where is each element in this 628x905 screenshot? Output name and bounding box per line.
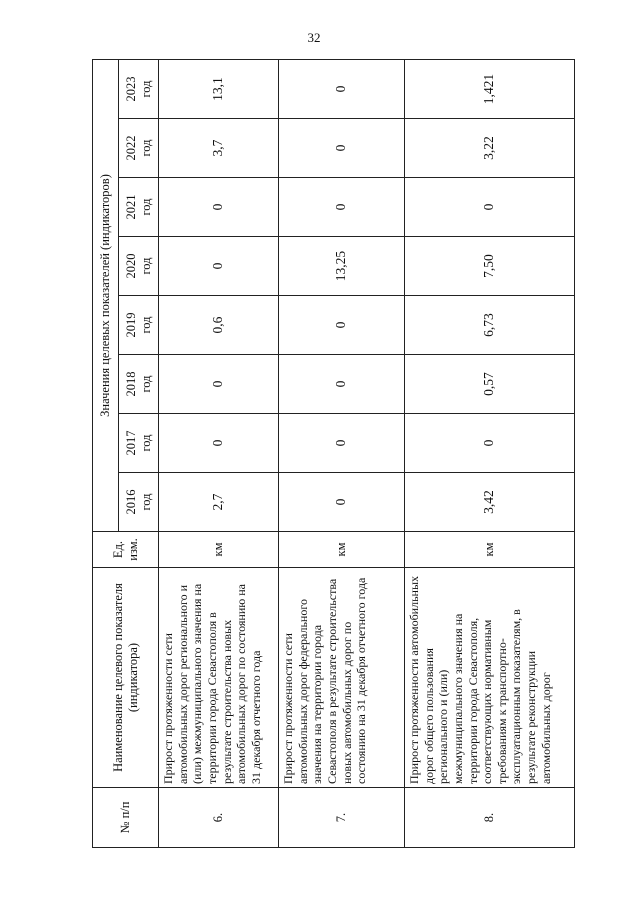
value-cell: 0 (279, 473, 405, 532)
header-num: № п/п (93, 788, 159, 848)
value-cell: 0 (159, 414, 279, 473)
table-frame (92, 60, 574, 848)
year-header: 2018 год (119, 355, 159, 414)
value-cell: 3,7 (159, 119, 279, 178)
value-cell: 0,57 (405, 355, 575, 414)
year-header: 2016 год (119, 473, 159, 532)
indicator-name: Прирост протяженности сети автомобильных дорог федерального значения на территории города Севастополя в результате строительства новых автомобильных дорог по состоянию на 31 декабря отчетного года (279, 568, 405, 788)
value-cell: 0 (159, 237, 279, 296)
value-cell: 0,6 (159, 296, 279, 355)
value-cell: 6,73 (405, 296, 575, 355)
year-header: 2019 год (119, 296, 159, 355)
unit-cell: км (405, 532, 575, 568)
year-header: 2023 год (119, 60, 159, 119)
value-cell: 0 (279, 414, 405, 473)
value-cell: 0 (279, 60, 405, 119)
value-cell: 1,421 (405, 60, 575, 119)
value-cell: 3,22 (405, 119, 575, 178)
value-cell: 2,7 (159, 473, 279, 532)
table-row (279, 60, 405, 848)
unit-cell: км (279, 532, 405, 568)
value-cell: 13,25 (279, 237, 405, 296)
value-cell: 7,50 (405, 237, 575, 296)
header-name: Наименование целевого показателя (индикатора) (93, 568, 159, 788)
value-cell: 0 (405, 178, 575, 237)
row-number: 8. (405, 788, 575, 848)
indicator-name: Прирост протяженности автомобильных дорог общего пользования регионального и (или) межмуниципального значения на территории города Севастополя, соответствующих нормативным требованиям к транспортно-эксплуатационным показателям, в результате реконструкции автомобильных дорог (405, 568, 575, 788)
value-cell: 0 (279, 296, 405, 355)
year-header: 2017 год (119, 414, 159, 473)
year-header: 2021 год (119, 178, 159, 237)
row-number: 7. (279, 788, 405, 848)
row-number: 6. (159, 788, 279, 848)
value-cell: 0 (279, 355, 405, 414)
unit-cell: км (159, 532, 279, 568)
value-cell: 13,1 (159, 60, 279, 119)
page-number: 32 (307, 30, 321, 45)
value-cell: 0 (159, 355, 279, 414)
value-cell: 0 (279, 119, 405, 178)
table-row (405, 60, 575, 848)
table-row (159, 60, 279, 848)
header-values-group: Значения целевых показателей (индикаторов) (93, 60, 119, 532)
indicator-name: Прирост протяженности сети автомобильных дорог регионального и (или) межмуниципального значения на территории города Севастополя в результате строительства новых автомобильных дорог по состоянию на 31 декабря отчетного года (159, 568, 279, 788)
value-cell: 0 (405, 414, 575, 473)
indicators-table (92, 59, 575, 848)
year-header: 2022 год (119, 119, 159, 178)
year-header: 2020 год (119, 237, 159, 296)
value-cell: 3,42 (405, 473, 575, 532)
header-unit: Ед. изм. (93, 532, 159, 568)
value-cell: 0 (279, 178, 405, 237)
value-cell: 0 (159, 178, 279, 237)
